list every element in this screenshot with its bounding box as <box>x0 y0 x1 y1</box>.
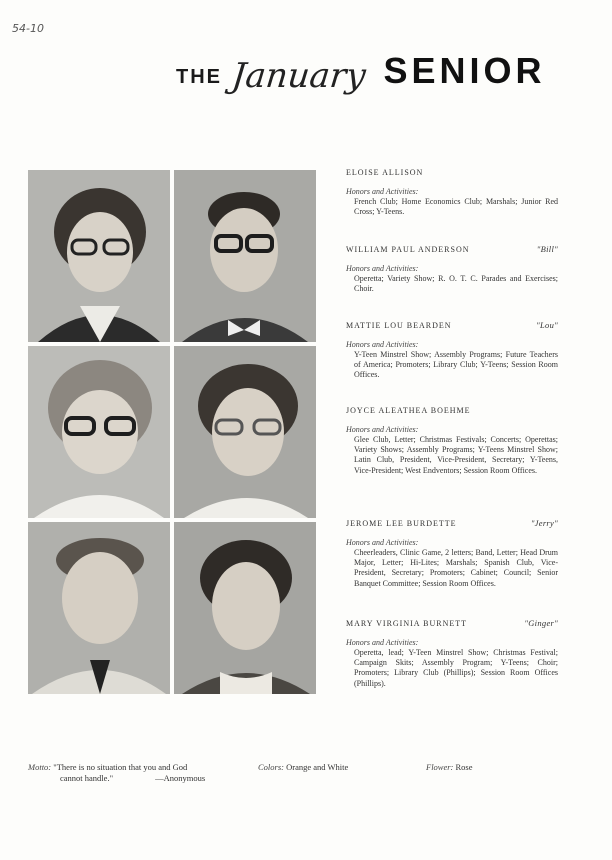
student-entry <box>346 168 558 217</box>
student-entry <box>346 618 558 689</box>
activities-text: Operetta, lead; Y-Teen Minstrel Show; Christmas Festival; Campaign Skits; Assembly Program; Y-Teens; Choir; Promoters; Library Club (Phillips); Session Room Offices (Phillips). <box>354 648 558 688</box>
student-name: MATTIE LOU BEARDEN <box>346 321 452 330</box>
honors-label: Honors and Activities: <box>346 264 419 273</box>
class-flower <box>426 762 473 773</box>
student-nickname: "Jerry" <box>530 518 558 528</box>
activities-text: Operetta; Variety Show; R. O. T. C. Parades and Exercises; Choir. <box>354 274 558 294</box>
portrait-joyce-boehme <box>174 346 316 518</box>
activities-text: Glee Club, Letter; Christmas Festivals; Concerts; Operettas; Variety Shows; Assembly Programs; Y-Teens Minstrel Show; Latin Club, President, Vice-President, Secretary; Y-Teens, Vice-President; West Endventors; Session Room Offices. <box>354 435 558 475</box>
page-title <box>176 50 556 102</box>
portrait-jerome-burdette <box>28 522 170 694</box>
motto-attribution: —Anonymous <box>155 773 206 783</box>
colors-label: Colors: <box>258 762 284 772</box>
student-name: JEROME LEE BURDETTE <box>346 519 457 528</box>
title-the: THE <box>176 66 222 88</box>
honors-label: Honors and Activities: <box>346 638 419 647</box>
activities-text: French Club; Home Economics Club; Marshals; Junior Red Cross; Y-Teens. <box>354 197 558 217</box>
activities-text: Cheerleaders, Clinic Game, 2 letters; Band, Letter; Head Drum Major, Letter; Hi-Lites; Marshals; Spanish Club, Vice-President, Secretary; Promoters; Cabinet; Council; Senior Banquet Committee; Session Room Offices. <box>354 548 558 588</box>
student-nickname: "Ginger" <box>524 618 558 628</box>
student-nickname: "Bill" <box>536 244 558 254</box>
portrait-mary-burnett <box>174 522 316 694</box>
honors-label: Honors and Activities: <box>346 538 419 547</box>
portrait-mattie-bearden <box>28 346 170 518</box>
student-name: WILLIAM PAUL ANDERSON <box>346 245 470 254</box>
title-senior: SENIOR <box>383 50 546 91</box>
student-entry <box>346 244 558 294</box>
student-entry <box>346 320 558 381</box>
motto-label: Motto: <box>28 762 52 772</box>
class-motto <box>28 762 248 784</box>
student-name: MARY VIRGINIA BURNETT <box>346 619 468 628</box>
portrait-grid <box>28 170 318 692</box>
motto-text: "There is no situation that you and God <box>53 762 188 772</box>
honors-label: Honors and Activities: <box>346 187 419 196</box>
class-colors <box>258 762 348 773</box>
honors-label: Honors and Activities: <box>346 340 419 349</box>
motto-text-line2: cannot handle." <box>60 773 114 783</box>
student-entry <box>346 406 558 476</box>
student-name: ELOISE ALLISON <box>346 168 424 177</box>
honors-label: Honors and Activities: <box>346 425 419 434</box>
colors-value: Orange and White <box>286 762 349 772</box>
student-entry <box>346 518 558 589</box>
page-number-mark: 54-10 <box>12 22 44 35</box>
flower-label: Flower: <box>426 762 454 772</box>
student-nickname: "Lou" <box>536 320 558 330</box>
title-january: January <box>229 56 368 96</box>
activities-text: Y-Teen Minstrel Show; Assembly Programs; Future Teachers of America; Promoters; Library Club; Y-Teens; Session Room Offices. <box>354 350 558 380</box>
flower-value: Rose <box>455 762 473 772</box>
student-name: JOYCE ALEATHEA BOEHME <box>346 406 471 415</box>
portrait-eloise-allison <box>28 170 170 342</box>
portrait-william-anderson <box>174 170 316 342</box>
